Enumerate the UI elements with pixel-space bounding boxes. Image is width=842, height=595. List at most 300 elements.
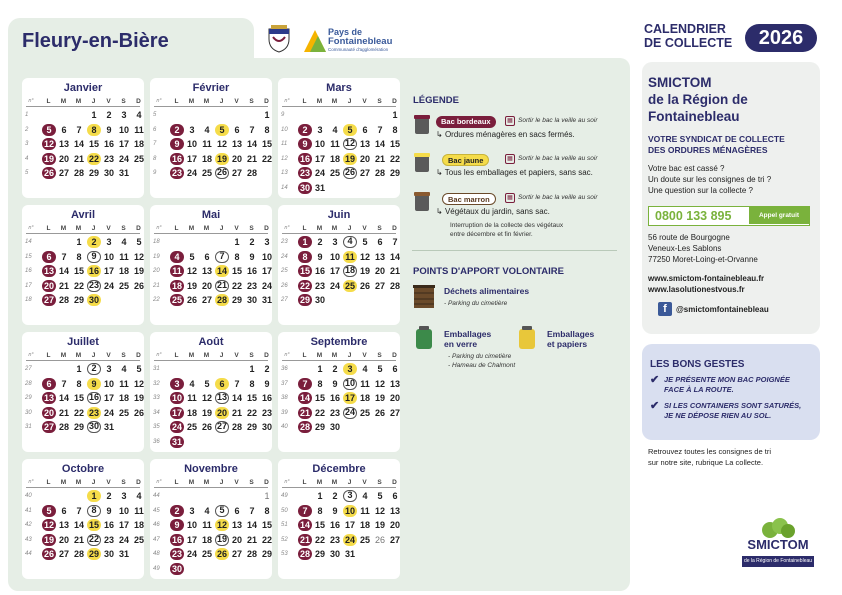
partner-line1: Pays de bbox=[328, 27, 363, 37]
day-cell: 16 bbox=[329, 520, 340, 530]
day-cell: 1 bbox=[91, 110, 97, 120]
day-cell: 9 bbox=[332, 505, 338, 516]
day-header: M bbox=[75, 352, 82, 359]
day-cell: 17 bbox=[314, 153, 325, 164]
week-row bbox=[22, 124, 144, 137]
day-cell: 15 bbox=[261, 520, 272, 530]
month-card bbox=[278, 459, 400, 579]
day-cell: 17 bbox=[118, 520, 129, 530]
day-cell: 23 bbox=[171, 168, 182, 178]
facebook-icon[interactable]: f bbox=[658, 302, 672, 316]
day-cell: 29 bbox=[73, 295, 84, 305]
day-header: n° bbox=[284, 98, 290, 104]
day-header: L bbox=[302, 352, 307, 359]
day-cell: 24 bbox=[329, 280, 340, 291]
day-cell: 28 bbox=[389, 280, 400, 291]
calendar-icon: ▦ bbox=[505, 116, 515, 126]
week-number: 21 bbox=[153, 282, 160, 289]
day-header: n° bbox=[28, 225, 34, 231]
day-cell: 31 bbox=[344, 549, 355, 559]
day-cell: 22 bbox=[88, 153, 99, 164]
day-cell: 6 bbox=[215, 378, 229, 390]
verre-line2: en verre bbox=[444, 339, 478, 349]
day-cell: 12 bbox=[133, 251, 144, 262]
day-cell: 7 bbox=[61, 378, 67, 389]
week-number: 17 bbox=[25, 282, 32, 289]
day-cell: 10 bbox=[103, 251, 114, 262]
day-cell: 11 bbox=[360, 505, 370, 516]
day-cell: 29 bbox=[231, 295, 242, 305]
day-cell: 6 bbox=[234, 505, 240, 516]
dechets-title: Déchets alimentaires bbox=[444, 286, 530, 296]
day-cell: 2 bbox=[317, 237, 323, 247]
day-cell: 27 bbox=[389, 407, 400, 418]
week-number: 31 bbox=[25, 424, 32, 430]
day-cell: 27 bbox=[389, 534, 400, 545]
day-header: D bbox=[392, 479, 397, 486]
day-cell: 7 bbox=[76, 505, 82, 516]
month-card bbox=[22, 459, 144, 579]
day-cell: 22 bbox=[73, 280, 84, 291]
week-row bbox=[22, 251, 144, 264]
calendar-heading bbox=[644, 22, 732, 50]
day-cell: 3 bbox=[106, 364, 112, 374]
day-cell: 26 bbox=[216, 167, 227, 177]
day-header: V bbox=[106, 98, 111, 105]
address-line3: 77250 Moret-Loing-et-Orvanne bbox=[648, 255, 758, 264]
glass-container-icon bbox=[415, 326, 433, 350]
week-number: 5 bbox=[25, 170, 29, 176]
bin-marron-icon bbox=[414, 191, 430, 211]
day-header: S bbox=[249, 352, 254, 359]
day-cell: 24 bbox=[171, 422, 182, 432]
sortir-marron: Sortir le bac la veille au soir bbox=[518, 194, 598, 201]
week-number: 52 bbox=[281, 536, 288, 543]
day-cell: 16 bbox=[299, 153, 310, 164]
website-link-1[interactable]: www.smictom-fontainebleau.fr bbox=[648, 274, 765, 283]
day-cell: 1 bbox=[264, 110, 270, 120]
day-cell: 27 bbox=[231, 549, 242, 559]
week-number: 34 bbox=[153, 409, 160, 416]
day-header: J bbox=[91, 352, 96, 359]
header-rule bbox=[154, 360, 268, 361]
week-number: 22 bbox=[153, 297, 160, 303]
day-cell: 29 bbox=[314, 422, 325, 432]
day-header: M bbox=[316, 352, 323, 359]
day-cell: 23 bbox=[103, 534, 114, 545]
day-cell: 15 bbox=[73, 266, 84, 276]
day-cell: 4 bbox=[189, 378, 195, 389]
papiers-line1: Emballages bbox=[547, 329, 595, 339]
week-row bbox=[278, 392, 400, 405]
day-header: D bbox=[264, 352, 269, 359]
day-cell: 2 bbox=[170, 124, 184, 136]
week-number: 40 bbox=[281, 424, 288, 430]
day-cell: 14 bbox=[231, 393, 242, 403]
week-number: 36 bbox=[281, 366, 288, 372]
day-cell: 18 bbox=[201, 534, 212, 545]
week-number: 40 bbox=[25, 493, 32, 499]
day-cell: 22 bbox=[261, 153, 272, 164]
day-header: S bbox=[377, 352, 382, 359]
address-line1: 56 route de Bourgogne bbox=[648, 233, 730, 242]
week-number: 49 bbox=[281, 493, 288, 499]
month-card bbox=[278, 205, 400, 325]
day-cell: 17 bbox=[261, 266, 272, 276]
day-cell: 13 bbox=[389, 378, 400, 389]
day-header: L bbox=[46, 98, 51, 105]
week-number: 2 bbox=[25, 126, 29, 133]
day-cell: 10 bbox=[103, 378, 114, 389]
day-cell: 14 bbox=[374, 139, 385, 149]
day-cell: 27 bbox=[374, 280, 385, 291]
town-crest-icon bbox=[267, 25, 291, 53]
day-cell: 25 bbox=[201, 168, 212, 178]
day-cell: 31 bbox=[261, 295, 272, 305]
day-cell: 27 bbox=[231, 168, 242, 178]
week-number: 4 bbox=[25, 155, 29, 162]
day-header: J bbox=[347, 225, 352, 232]
day-cell: 30 bbox=[246, 295, 257, 305]
week-number: 18 bbox=[25, 297, 32, 303]
day-cell: 5 bbox=[377, 364, 383, 374]
day-header: D bbox=[392, 352, 397, 359]
day-cell: 3 bbox=[264, 237, 270, 247]
marron-note-line1: Interruption de la collecte des végétaux bbox=[450, 222, 564, 229]
month-card bbox=[150, 78, 272, 198]
day-header: L bbox=[46, 479, 51, 486]
day-cell: 24 bbox=[344, 534, 355, 545]
day-cell: 8 bbox=[76, 378, 82, 389]
day-cell: 24 bbox=[118, 534, 129, 545]
day-header: M bbox=[188, 479, 195, 486]
day-cell: 16 bbox=[88, 266, 99, 276]
day-cell: 13 bbox=[58, 520, 69, 530]
day-cell: 30 bbox=[88, 295, 99, 305]
header-rule bbox=[26, 106, 140, 107]
day-cell: 4 bbox=[204, 505, 210, 516]
week-number: 37 bbox=[281, 380, 288, 387]
partner-line2: Fontainebleau bbox=[328, 36, 393, 47]
day-cell: 25 bbox=[359, 534, 370, 545]
day-cell: 22 bbox=[231, 280, 242, 291]
day-cell: 29 bbox=[389, 168, 400, 178]
day-cell: 20 bbox=[231, 534, 242, 545]
phone-box[interactable] bbox=[648, 206, 810, 226]
day-header: S bbox=[377, 98, 382, 105]
calendar-heading-line2: DE COLLECTE bbox=[644, 36, 733, 50]
day-cell: 26 bbox=[43, 168, 54, 178]
day-cell: 8 bbox=[298, 251, 312, 263]
week-number: 26 bbox=[281, 282, 288, 289]
day-cell: 10 bbox=[118, 124, 129, 135]
legend-title: LÉGENDE bbox=[413, 95, 459, 106]
day-cell: 26 bbox=[201, 422, 212, 432]
day-cell: 31 bbox=[171, 436, 182, 447]
day-cell: 27 bbox=[43, 422, 54, 432]
day-cell: 24 bbox=[261, 280, 272, 291]
day-header: V bbox=[106, 479, 111, 486]
website-link-2[interactable]: www.lasolutionestvous.fr bbox=[648, 285, 745, 294]
day-cell: 1 bbox=[249, 364, 255, 374]
day-cell: 22 bbox=[88, 533, 99, 544]
day-header: V bbox=[362, 98, 367, 105]
day-cell: 12 bbox=[359, 251, 370, 262]
week-row bbox=[278, 109, 400, 122]
week-number: 13 bbox=[281, 170, 288, 176]
week-row bbox=[150, 153, 272, 166]
bordeaux-desc bbox=[436, 130, 575, 139]
day-cell: 24 bbox=[118, 153, 129, 164]
week-number: 23 bbox=[281, 239, 288, 245]
day-cell: 22 bbox=[261, 534, 272, 545]
retrouvez-text bbox=[648, 446, 823, 468]
week-row bbox=[150, 167, 272, 180]
day-cell: 23 bbox=[103, 153, 114, 164]
day-header: M bbox=[75, 479, 82, 486]
day-cell: 29 bbox=[88, 168, 99, 178]
day-header: M bbox=[331, 98, 338, 105]
week-number: 12 bbox=[281, 155, 288, 162]
day-header: S bbox=[249, 479, 254, 486]
day-cell: 31 bbox=[314, 182, 325, 193]
day-cell: 6 bbox=[362, 124, 368, 135]
smictom-title-line2: de la Région de bbox=[648, 92, 748, 107]
day-cell: 23 bbox=[261, 407, 272, 418]
day-cell: 28 bbox=[216, 295, 227, 305]
day-header: D bbox=[392, 98, 397, 105]
day-cell: 18 bbox=[133, 139, 144, 149]
verre-sub-line2: - Hameau de Chalmont bbox=[448, 362, 516, 369]
week-row bbox=[22, 138, 144, 151]
day-cell: 15 bbox=[389, 139, 400, 149]
day-cell: 3 bbox=[343, 490, 357, 502]
day-cell: 14 bbox=[58, 266, 69, 276]
appel-gratuit-badge: Appel gratuit bbox=[749, 207, 809, 224]
day-header: M bbox=[60, 479, 67, 486]
sortir-jaune: Sortir le bac la veille au soir bbox=[518, 155, 598, 162]
day-cell: 7 bbox=[234, 378, 240, 389]
day-header: L bbox=[174, 352, 179, 359]
smictom-question-2: Un doute sur les consignes de tri ? bbox=[648, 175, 772, 184]
day-header: V bbox=[106, 352, 111, 359]
week-number: 32 bbox=[153, 380, 160, 387]
day-cell: 17 bbox=[103, 393, 114, 403]
day-cell: 1 bbox=[298, 236, 312, 248]
day-cell: 9 bbox=[298, 138, 312, 150]
month-card bbox=[278, 332, 400, 452]
day-header: M bbox=[203, 98, 210, 105]
day-header: M bbox=[188, 225, 195, 232]
week-row bbox=[22, 490, 144, 503]
week-number: 30 bbox=[25, 409, 32, 416]
day-cell: 27 bbox=[216, 421, 227, 431]
arrow-icon: ↳ bbox=[436, 168, 445, 177]
day-cell: 17 bbox=[186, 153, 197, 164]
day-header: J bbox=[91, 98, 96, 105]
day-cell: 1 bbox=[317, 491, 323, 501]
day-cell: 8 bbox=[392, 124, 398, 135]
week-row bbox=[150, 505, 272, 518]
week-row bbox=[22, 548, 144, 561]
day-cell: 25 bbox=[201, 549, 212, 559]
month-name: Mars bbox=[326, 82, 352, 94]
day-cell: 27 bbox=[201, 295, 212, 305]
day-header: M bbox=[316, 98, 323, 105]
day-cell: 14 bbox=[58, 393, 69, 403]
day-cell: 7 bbox=[76, 124, 82, 135]
day-cell: 30 bbox=[103, 168, 114, 178]
day-cell: 21 bbox=[389, 266, 400, 276]
bin-jaune-icon bbox=[414, 152, 430, 172]
day-header: M bbox=[60, 352, 67, 359]
smictom-question-1: Votre bac est cassé ? bbox=[648, 164, 725, 173]
retrouvez-line2: sur notre site, rubrique La collecte. bbox=[648, 458, 764, 467]
day-cell: 21 bbox=[58, 280, 69, 291]
header-rule bbox=[26, 360, 140, 361]
pav-title: POINTS D'APPORT VOLONTAIRE bbox=[413, 266, 564, 277]
header-rule bbox=[282, 487, 396, 488]
day-header: V bbox=[234, 225, 239, 232]
day-cell: 9 bbox=[317, 251, 323, 262]
week-row bbox=[150, 378, 272, 391]
day-cell: 19 bbox=[359, 266, 370, 276]
header-rule bbox=[154, 106, 268, 107]
week-row bbox=[22, 392, 144, 405]
week-row bbox=[22, 378, 144, 391]
jaune-desc bbox=[436, 168, 593, 177]
partner-logo bbox=[304, 28, 404, 54]
day-cell: 22 bbox=[314, 534, 325, 545]
day-cell: 24 bbox=[103, 280, 114, 291]
day-header: M bbox=[75, 225, 82, 232]
day-cell: 29 bbox=[88, 549, 99, 559]
day-header: n° bbox=[284, 352, 290, 358]
day-cell: 3 bbox=[121, 110, 127, 120]
day-cell: 19 bbox=[201, 407, 212, 418]
week-number: 9 bbox=[153, 170, 157, 176]
papiers-title bbox=[547, 329, 594, 349]
day-cell: 9 bbox=[106, 505, 112, 516]
month-name: Janvier bbox=[63, 82, 103, 94]
day-cell: 8 bbox=[87, 505, 101, 517]
day-cell: 4 bbox=[362, 491, 368, 501]
day-header: S bbox=[121, 225, 126, 232]
legend-divider bbox=[412, 250, 617, 251]
month-card bbox=[22, 205, 144, 325]
day-cell: 17 bbox=[186, 534, 197, 545]
week-number: 46 bbox=[153, 522, 160, 528]
week-row bbox=[150, 534, 272, 547]
day-header: M bbox=[316, 479, 323, 486]
week-row bbox=[22, 265, 144, 278]
jaune-pill: Bac jaune bbox=[442, 154, 489, 166]
day-cell: 1 bbox=[87, 490, 101, 502]
day-cell: 9 bbox=[106, 124, 112, 135]
day-cell: 23 bbox=[88, 279, 99, 290]
day-header: J bbox=[219, 479, 224, 486]
day-cell: 19 bbox=[216, 153, 227, 164]
month-name: Février bbox=[192, 82, 230, 94]
week-number: 43 bbox=[25, 536, 32, 543]
week-row bbox=[22, 505, 144, 518]
day-cell: 13 bbox=[359, 139, 370, 149]
calendar-heading-line1: CALENDRIER bbox=[644, 22, 726, 36]
week-number: 27 bbox=[281, 297, 288, 303]
phone-number[interactable]: 0800 133 895 bbox=[655, 209, 732, 223]
day-cell: 28 bbox=[58, 422, 69, 432]
week-number: 18 bbox=[153, 239, 160, 245]
day-cell: 28 bbox=[73, 549, 84, 559]
day-cell: 19 bbox=[374, 520, 385, 530]
day-cell: 16 bbox=[103, 139, 114, 149]
day-cell: 24 bbox=[314, 168, 325, 178]
smictom-title bbox=[648, 74, 748, 125]
day-cell: 13 bbox=[374, 251, 385, 262]
day-cell: 19 bbox=[186, 280, 197, 291]
week-row bbox=[150, 519, 272, 532]
day-cell: 22 bbox=[73, 407, 84, 418]
day-cell: 1 bbox=[317, 364, 323, 374]
day-cell: 11 bbox=[202, 139, 212, 149]
day-cell: 5 bbox=[215, 124, 229, 136]
day-cell: 9 bbox=[170, 138, 184, 150]
day-cell: 19 bbox=[43, 153, 54, 164]
day-cell: 13 bbox=[216, 392, 227, 402]
week-row bbox=[150, 548, 272, 561]
day-cell: 3 bbox=[343, 363, 357, 375]
day-cell: 2 bbox=[298, 124, 312, 136]
day-cell: 30 bbox=[261, 422, 272, 432]
day-cell: 15 bbox=[73, 393, 84, 403]
month-card bbox=[278, 78, 400, 198]
week-row bbox=[22, 363, 144, 376]
day-header: V bbox=[362, 352, 367, 359]
day-cell: 15 bbox=[246, 393, 257, 403]
month-name: Octobre bbox=[61, 463, 105, 475]
day-cell: 16 bbox=[88, 392, 99, 402]
day-cell: 7 bbox=[377, 124, 383, 135]
day-cell: 26 bbox=[43, 549, 54, 559]
day-cell: 28 bbox=[231, 422, 242, 432]
day-header: n° bbox=[28, 352, 34, 358]
arrow-icon: ↳ bbox=[436, 130, 445, 139]
week-row bbox=[150, 392, 272, 405]
day-cell: 21 bbox=[216, 279, 227, 290]
day-cell: 18 bbox=[171, 280, 182, 291]
day-cell: 3 bbox=[106, 237, 112, 247]
day-cell: 23 bbox=[329, 407, 340, 418]
day-cell: 7 bbox=[298, 505, 312, 517]
day-cell: 3 bbox=[332, 237, 338, 247]
month-name: Novembre bbox=[184, 463, 238, 475]
week-row bbox=[22, 167, 144, 180]
day-cell: 12 bbox=[43, 139, 54, 149]
facebook-handle[interactable]: @smictomfontainebleau bbox=[676, 305, 769, 314]
day-cell: 10 bbox=[118, 505, 129, 516]
smictom-question-3: Une question sur la collecte ? bbox=[648, 186, 753, 195]
week-row bbox=[22, 236, 144, 249]
day-cell: 9 bbox=[87, 378, 101, 390]
day-cell: 17 bbox=[103, 266, 114, 276]
day-cell: 14 bbox=[299, 520, 310, 530]
month-card bbox=[150, 459, 272, 579]
smictom-address bbox=[648, 232, 758, 265]
day-cell: 19 bbox=[133, 266, 144, 276]
day-cell: 25 bbox=[329, 168, 340, 178]
week-number: 38 bbox=[281, 395, 288, 401]
day-cell: 15 bbox=[261, 139, 272, 149]
